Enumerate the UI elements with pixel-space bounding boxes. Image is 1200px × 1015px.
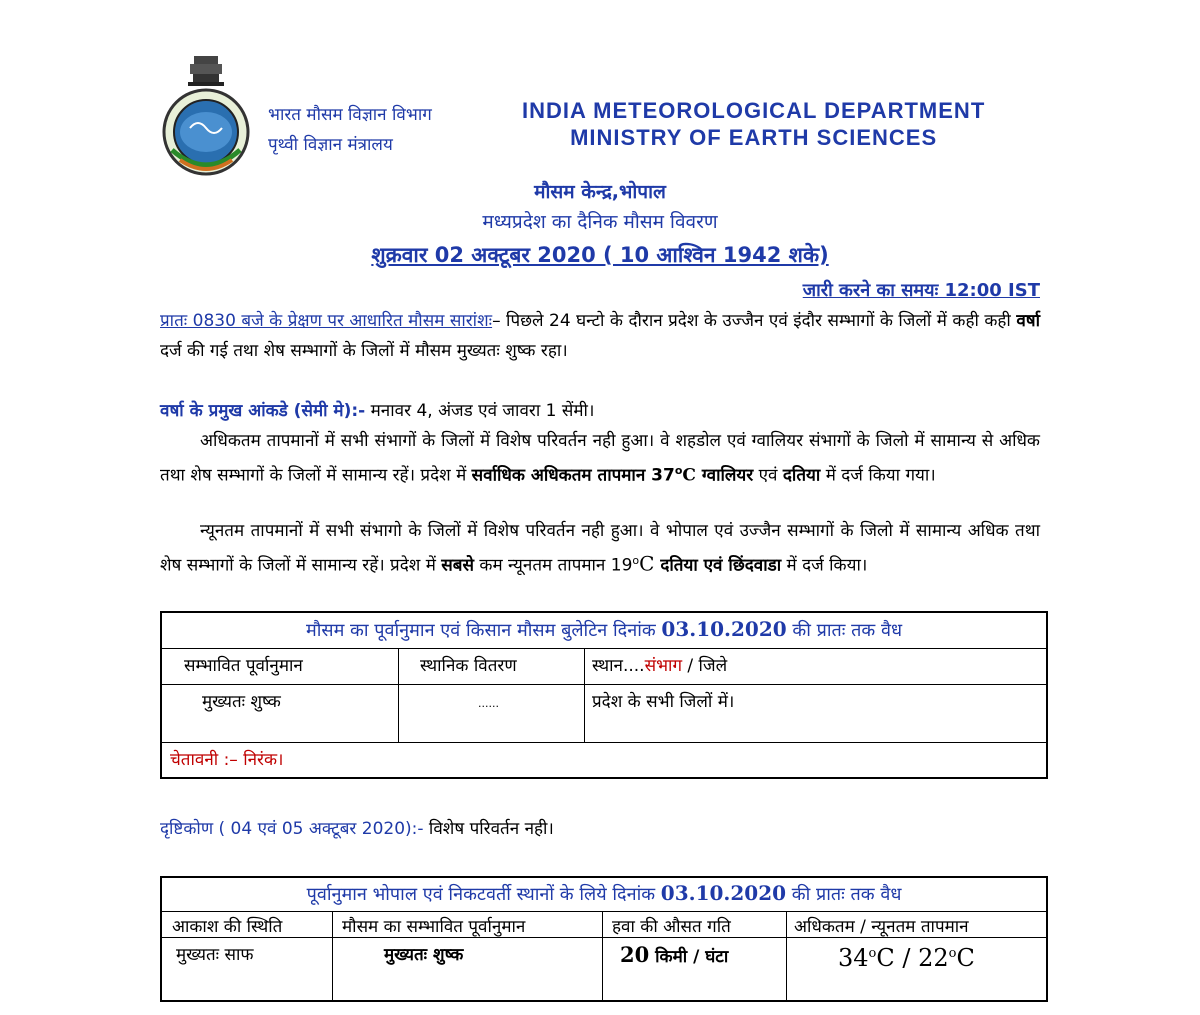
report-title: मध्यप्रदेश का दैनिक मौसम विवरण [482,211,718,233]
row-divider [162,937,1046,938]
hindi-dept-line1: भारत मौसम विज्ञान विभाग [268,105,432,125]
wind-speed-unit: किमी / घंटा [649,947,729,967]
header-sky-condition: आकाश की स्थिति [172,917,283,937]
hindi-dept-line2: पृथ्वी विज्ञान मंत्रालय [268,135,393,155]
outlook-text: विशेष परिवर्तन नही। [423,819,554,839]
row-divider [162,911,1046,912]
header-expected-weather: मौसम का सम्भावित पूर्वानुमान [342,917,526,937]
min-temp-bold: सबसे [441,555,474,576]
imd-emblem [160,50,252,180]
forecast-table-title [162,617,1046,642]
min-temp-bhopal: 22 [918,944,949,972]
bhopal-title-prefix: पूर्वानुमान भोपाल एवं निकटवर्ती स्थानों के लिये दिनांक [306,884,661,905]
header-expected-forecast: सम्भावित पूर्वानुमान [184,656,303,676]
summary-text-2: दर्ज की गई तथा शेष सम्भागों के जिलों में मौसम मुख्यतः शुष्क रहा। [160,341,568,361]
row-divider [162,742,1046,743]
english-dept-line1: INDIA METEOROLOGICAL DEPARTMENT [522,98,986,123]
bhopal-forecast-table [160,876,1048,1002]
min-temp-text-2: में दर्ज किया। [781,555,868,576]
header-max-min-temp: अधिकतम / न्यूनतम तापमान [794,917,969,937]
weather-summary [160,306,1040,366]
issue-time: जारी करने का समयः 12:00 IST [802,280,1040,301]
header-location-b: संभाग [644,656,683,676]
header-spatial-distribution: स्थानिक वितरण [420,656,517,676]
col-divider [584,648,585,742]
rain-data [160,396,1040,426]
max-temp-bhopal: 34 [838,944,869,972]
forecast-title-suffix: की प्रातः तक वैध [786,620,903,641]
col-divider [786,911,787,1000]
english-dept-name [522,97,985,151]
bhopal-title-date: 03.10.2020 [660,881,787,905]
location-value: प्रदेश के सभी जिलों में। [592,692,735,712]
degree-symbol: o [948,946,957,961]
forecast-title-prefix: मौसम का पूर्वानुमान एवं किसान मौसम बुलेटिन दिनांक [305,620,662,641]
english-dept-line2: MINISTRY OF EARTH SCIENCES [570,125,938,150]
bhopal-table-title [162,881,1046,906]
max-temp-text-1: अधिकतम तापमानों में सभी संभागों के जिलों में विशेष परिवर्तन नही हुआ। वे शहडोल एवं ग्वालियर संभागों के जिलो में सामान्य से अधिक तथा शेष सम्भागों के जिलों में सामान्य रहें। प्रदेश में [160,431,1040,486]
summary-text-1: – पिछले 24 घन्टो के दौरान प्रदेश के उज्जैन एवं इंदौर सम्भागों के जिलों में कही कही [492,311,1017,331]
temp-separator: / [894,944,919,972]
max-temp-conj: एवं [753,465,783,486]
distribution-value: ...... [478,697,499,710]
min-temp-value: कम न्यूनतम तापमान 19 [474,555,633,576]
min-temp-paragraph [160,516,1040,581]
celsius-unit: C [639,551,655,576]
max-temp-value: सर्वाधिक अधिकतम तापमान 37 [471,465,675,486]
max-temp-city-1: ग्वालियर [695,465,754,486]
col-divider [602,911,603,1000]
outlook [160,816,554,839]
outlook-heading: दृष्टिकोण ( 04 एवं 05 अक्टूबर 2020):- [160,819,424,839]
temperature-value [838,944,975,972]
warning-text: चेतावनी :– निरंक। [170,750,284,770]
col-divider [398,648,399,742]
degree-symbol: o [632,554,640,567]
bhopal-title-suffix: की प्रातः तक वैध [786,884,902,905]
wind-speed-number: 20 [620,942,650,967]
degree-symbol: o [674,464,683,477]
celsius-unit: C [682,465,696,486]
rain-text: मनावर 4, अंजड एवं जावरा 1 सेंमी। [365,401,595,421]
report-date-text: शुक्रवार 02 अक्टूबर 2020 ( 10 आश्विन 1942 शके) [371,243,829,267]
header-wind-speed: हवा की औसत गति [612,917,731,937]
max-temp-city-2: दतिया [782,465,821,486]
report-date [160,241,1040,269]
header-location-a: स्थान.... [592,656,645,676]
min-temp-cities: दतिया एवं छिंदवाडा [654,555,782,576]
centre-title: मौसम केन्द्र,भोपाल [534,181,666,203]
hindi-dept-name [268,100,432,160]
forecast-value: मुख्यतः शुष्क [202,692,281,712]
row-divider [162,648,1046,649]
header-location-c: / जिले [682,656,728,676]
min-temp-text-1: न्यूनतम तापमानों में सभी संभागो के जिलों में विशेष परिवर्तन नही हुआ। वे भोपाल एवं उज्जैन सम्भागों के जिलो में सामान्य अधिक तथा शेष सम्भागों के जिलों में सामान्य रहें। प्रदेश में [160,521,1040,576]
rain-heading: वर्षा के प्रमुख आंकडे (सेमी मे):- [160,401,366,421]
max-temp-paragraph [160,426,1040,491]
lion-capital-emblem-icon [160,50,252,180]
header-location [592,653,727,676]
wind-speed-value [620,942,728,967]
max-temp-text-2: में दर्ज किया गया। [820,465,936,486]
celsius-unit: C [876,944,895,972]
celsius-unit: C [956,944,975,972]
row-divider [162,684,1046,685]
farmer-forecast-table [160,611,1048,779]
degree-symbol: o [868,946,877,961]
col-divider [332,911,333,1000]
forecast-title-date: 03.10.2020 [661,617,787,641]
expected-weather-value: मुख्यतः शुष्क [384,945,464,965]
sky-condition-value: मुख्यतः साफ [176,945,254,965]
summary-bold-word: वर्षा [1016,311,1040,331]
summary-heading: प्रातः 0830 बजे के प्रेक्षण पर आधारित मौसम सारांशः [160,311,493,331]
